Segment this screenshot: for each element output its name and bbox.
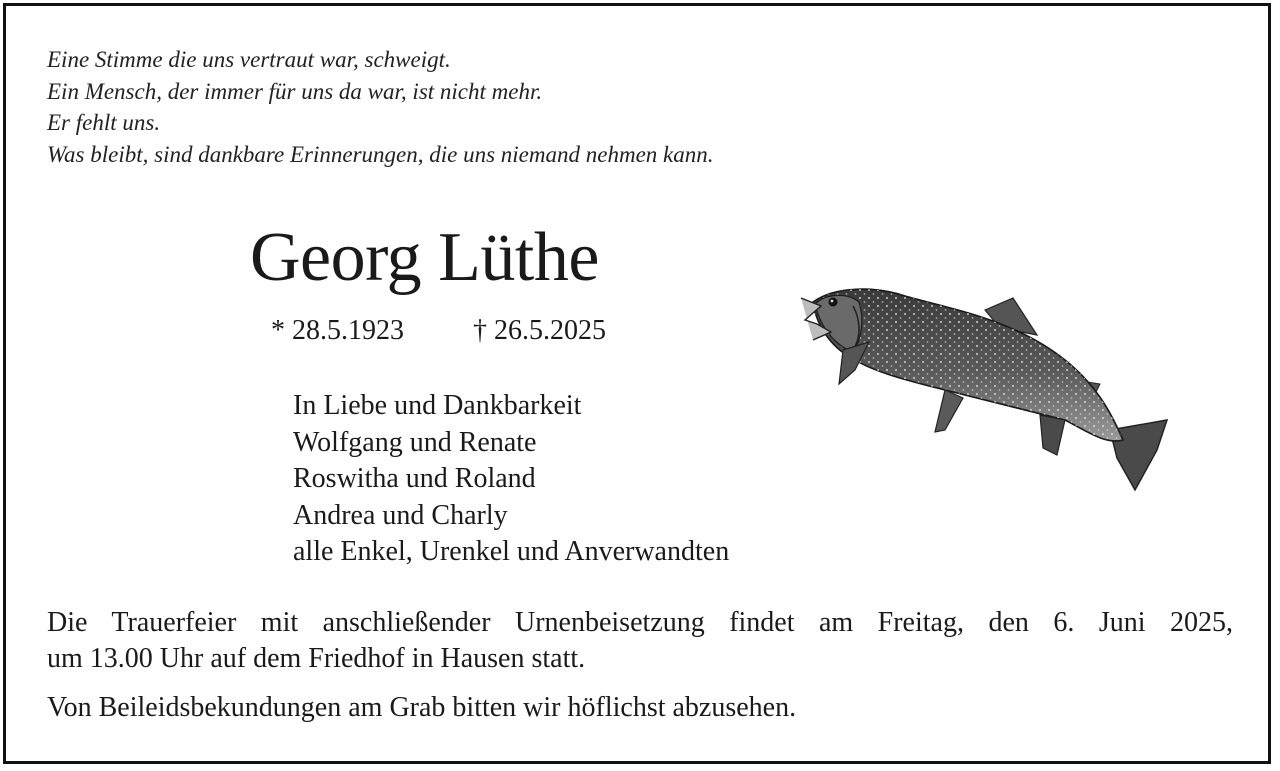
mourners-list [293, 388, 729, 571]
poem-line: Eine Stimme die uns vertraut war, schweigt. [47, 47, 451, 72]
mourner-line: Andrea und Charly [293, 499, 508, 531]
birth-date: * 28.5.1923 [271, 315, 404, 346]
funeral-notice [47, 605, 1233, 677]
mourner-line: Roswitha und Roland [293, 463, 536, 494]
mourner-line: In Liebe und Dankbarkeit [293, 390, 582, 421]
poem-line: Ein Mensch, der immer für uns da war, ist nicht mehr. [47, 78, 543, 104]
trout-fish-icon [795, 280, 1180, 500]
funeral-line: Die Trauerfeier mit anschließender Urnenbeisetzung findet am Freitag, den 6. Juni 2025, [47, 607, 1233, 638]
mourner-line: Wolfgang und Renate [293, 426, 537, 458]
poem [47, 44, 713, 170]
deceased-name: Georg Lüthe [250, 219, 599, 296]
death-date: † 26.5.2025 [473, 315, 606, 346]
mourner-line: alle Enkel, Urenkel und Anverwandten [293, 536, 730, 567]
poem-line: Was bleibt, sind dankbare Erinnerungen, die uns niemand nehmen kann. [47, 141, 714, 167]
funeral-line: um 13.00 Uhr auf dem Friedhof in Hausen statt. [47, 643, 586, 674]
poem-line: Er fehlt uns. [47, 110, 161, 135]
condolence-note: Von Beileidsbekundungen am Grab bitten wir höflichst abzusehen. [47, 692, 797, 723]
